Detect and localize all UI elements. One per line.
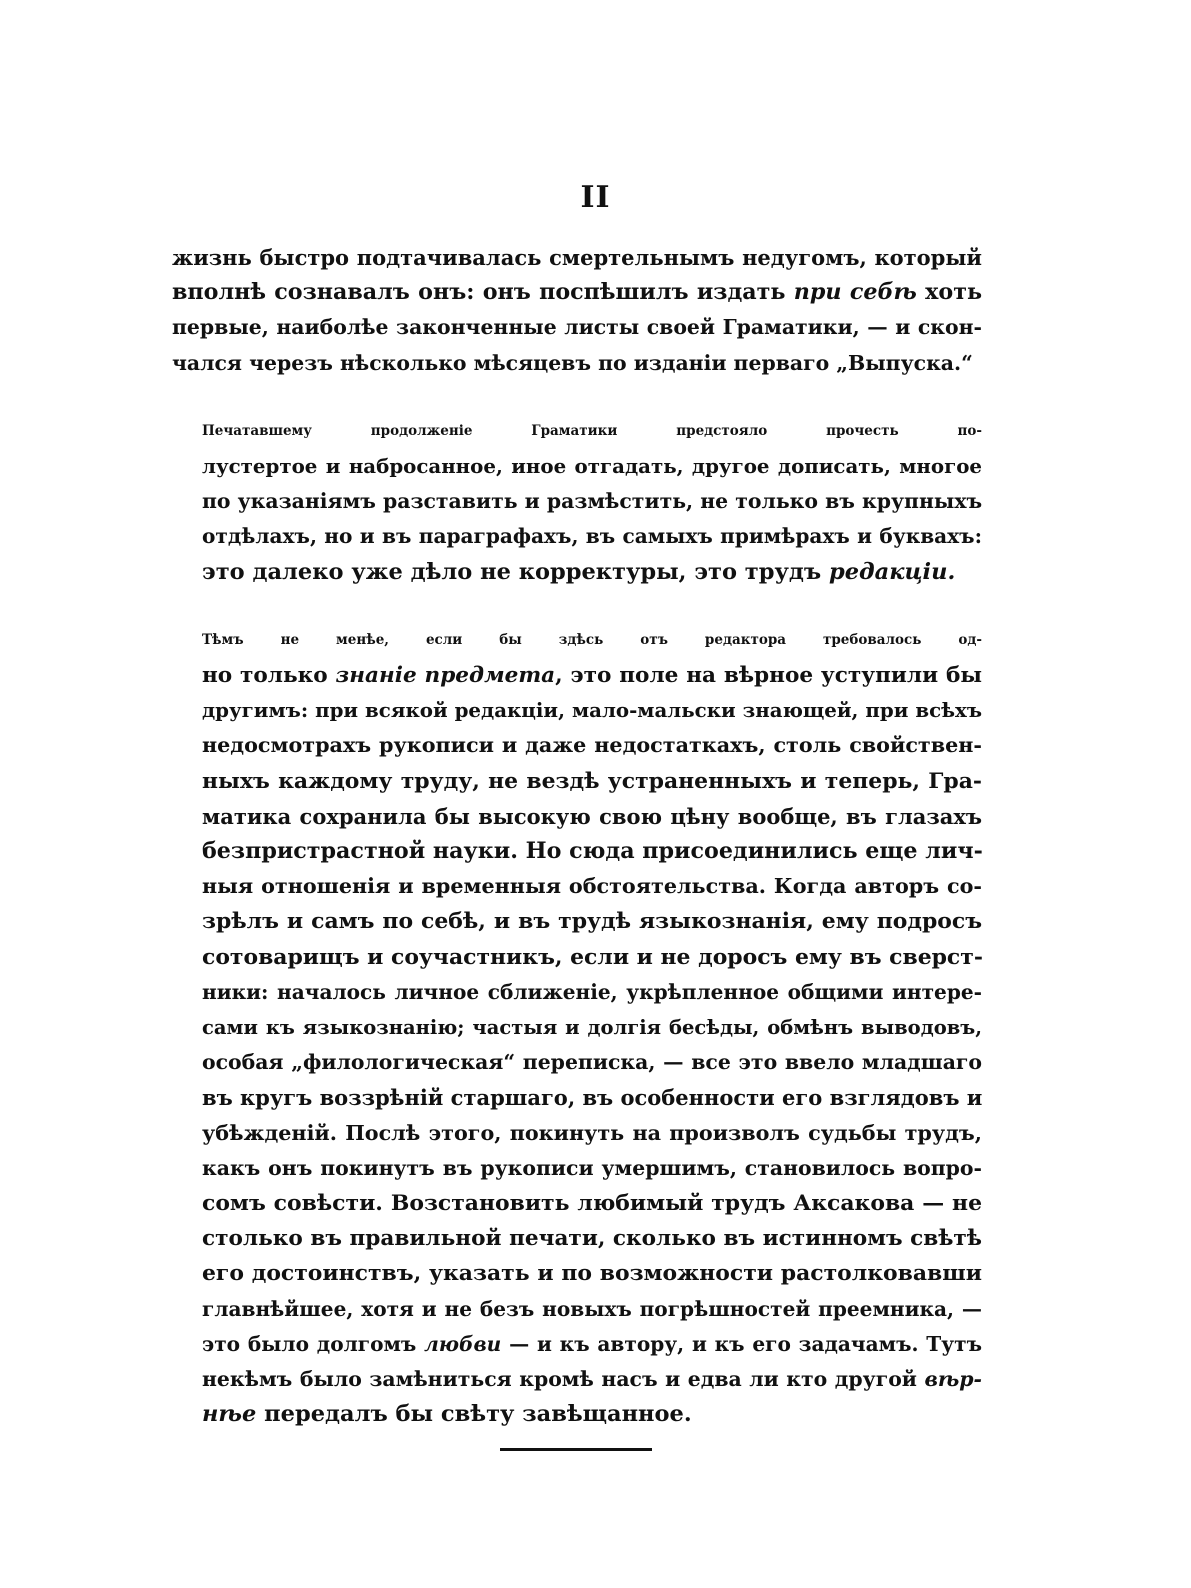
text-line: особая „филологическая“ переписка, — все это ввело младшаго — [202, 1050, 982, 1075]
text-line: его достоинствъ, указать и по возможности растолковавши — [202, 1260, 982, 1287]
text-line: вполнѣ сознавалъ онъ: онъ поспѣшилъ издать при себѣ хоть — [172, 279, 982, 306]
paragraph-3 — [172, 623, 982, 1433]
text-line: столько въ правильной печати, сколько въ истинномъ свѣтѣ — [202, 1226, 982, 1252]
text-line: отдѣлахъ, но и въ параграфахъ, въ самыхъ примѣрахъ и буквахъ: — [202, 524, 982, 549]
text-line: главнѣйшее, хотя и не безъ новыхъ погрѣшностей преемника, — — [202, 1296, 982, 1321]
text-line: некѣмъ было замѣниться кромѣ насъ и едва ли кто другой вѣр- — [202, 1367, 982, 1392]
text-line: недосмотрахъ рукописи и даже недостаткахъ, столь свойствен- — [202, 733, 982, 758]
text-line: другимъ: при всякой редакціи, мало-мальски знающей, при всѣхъ — [202, 698, 982, 723]
page-number: II — [580, 180, 611, 215]
italic-phrase: редакціи. — [828, 558, 956, 585]
text-line: матика сохранила бы высокую свою цѣну вообще, въ глазахъ — [202, 803, 982, 829]
text-line: по указаніямъ разставить и размѣстить, не только въ крупныхъ — [202, 489, 983, 514]
text-line: зрѣлъ и самъ по себѣ, и въ трудѣ языкознанія, ему подросъ — [202, 908, 982, 935]
text-line: лустертое и набросанное, иное отгадать, другое дописать, многое — [202, 454, 982, 479]
text-line: Печатавшему продолженіе Граматики предстояло прочесть по- — [202, 422, 982, 439]
paragraph-2 — [172, 414, 982, 590]
italic-phrase: нѣе — [202, 1401, 257, 1428]
end-rule-divider — [500, 1448, 652, 1451]
text-line: это было долгомъ любви — и къ автору, и къ его задачамъ. Тутъ — [202, 1331, 982, 1356]
paragraph-1 — [172, 240, 982, 381]
italic-phrase: при себѣ — [793, 279, 917, 306]
text-line: сами къ языкознанію; частыя и долгія бесѣды, обмѣнъ выводовъ, — [202, 1016, 982, 1040]
text-line: но только знаніе предмета, это поле на вѣрное уступили бы — [202, 663, 982, 689]
text-line: сомъ совѣсти. Возстановить любимый трудъ Аксакова — не — [202, 1190, 982, 1217]
text-line: убѣжденій. Послѣ этого, покинуть на произволъ судьбы трудъ, — [202, 1120, 982, 1145]
text-line: ники: началось личное сближеніе, укрѣпленное общими интере- — [202, 979, 982, 1004]
text-line: чался черезъ нѣсколько мѣсяцевъ по изданіи перваго „Выпуска.“ — [172, 350, 973, 375]
italic-phrase: вѣр- — [924, 1367, 982, 1392]
body-text — [172, 240, 982, 1433]
text-line: какъ онъ покинутъ въ рукописи умершимъ, становилось вопро- — [202, 1155, 982, 1180]
italic-phrase: любви — [424, 1331, 502, 1356]
text-line: Тѣмъ не менѣе, если бы здѣсь отъ редактора требовалось од- — [202, 631, 982, 648]
text-line: сотоварищъ и соучастникъ, если и не доросъ ему въ сверст- — [202, 943, 983, 970]
text-line: въ кругъ воззрѣній старшаго, въ особенности его взглядовъ и — [202, 1085, 983, 1111]
text-line: это далеко уже дѣло не корректуры, это трудъ редакціи. — [202, 558, 956, 585]
text-line: жизнь быстро подтачивалась смертельнымъ недугомъ, который — [172, 245, 982, 270]
text-line: первые, наиболѣе законченные листы своей Граматики, — и скон- — [172, 315, 982, 340]
text-line: ныя отношенія и временныя обстоятельства. Когда авторъ со- — [202, 874, 982, 899]
text-line: безпристрастной науки. Но сюда присоединились еще лич- — [202, 838, 983, 865]
text-line: ныхъ каждому труду, не вездѣ устраненныхъ и теперь, Гра- — [202, 767, 982, 794]
italic-phrase: знаніе предмета — [335, 663, 556, 689]
text-line: нѣе передалъ бы свѣту завѣщанное. — [202, 1401, 692, 1428]
